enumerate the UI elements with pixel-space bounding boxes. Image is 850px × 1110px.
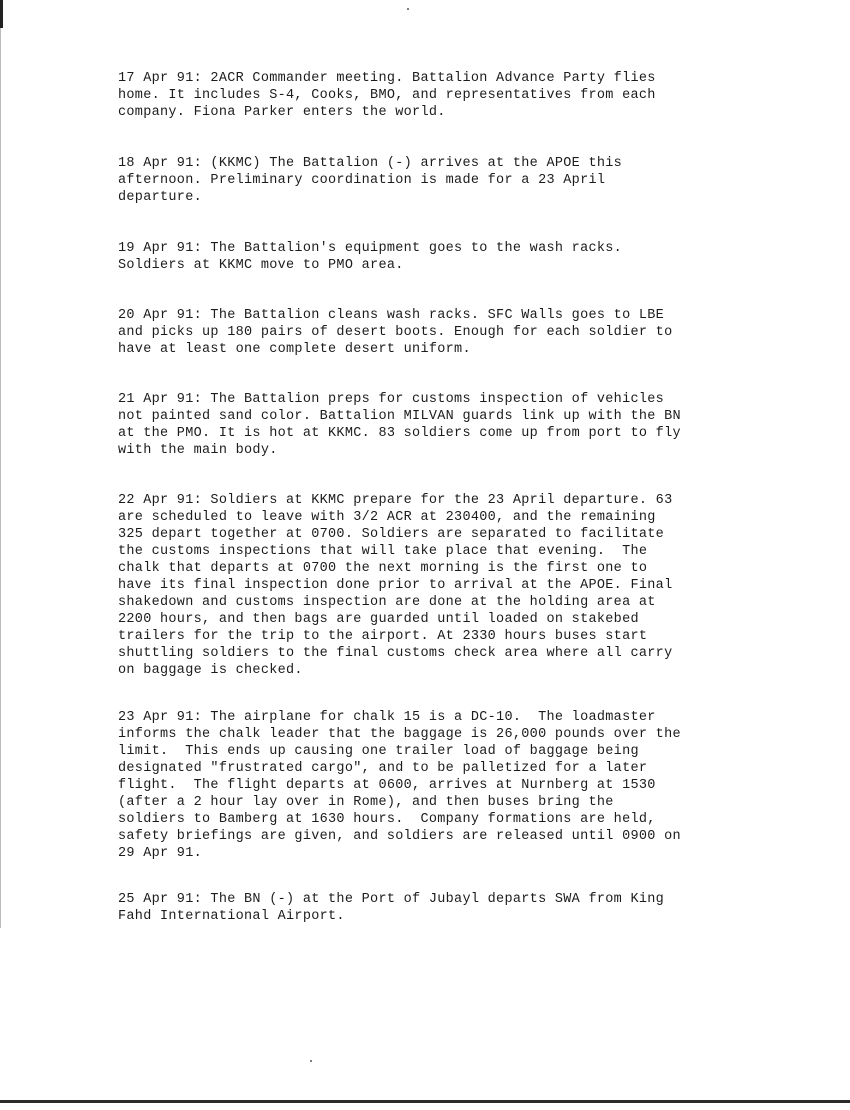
log-entry-21-apr: 21 Apr 91: The Battalion preps for customs inspection of vehicles not painted sand color. Battalion MILVAN guards link up with the BN at the PMO. It is hot at KKMC. 83 soldiers come up from port to fly with the main body. xyxy=(118,392,681,458)
log-entry-20-apr: 20 Apr 91: The Battalion cleans wash racks. SFC Walls goes to LBE and picks up 180 pairs of desert boots. Enough for each soldier to have at least one complete desert uniform. xyxy=(118,308,673,357)
log-entry-22-apr: 22 Apr 91: Soldiers at KKMC prepare for the 23 April departure. 63 are scheduled to leave with 3/2 ACR at 230400, and the remaining 325 depart together at 0700. Soldiers are separated to facilitate the customs inspections that will take place that evening. The chalk that departs at 0700 the next morning is the first one to have its final inspection done prior to arrival at the APOE. Final shakedown and customs inspection are done at the holding area at 2200 hours, and then bags are guarded until loaded on stakebed trailers for the trip to the airport. At 2330 hours buses start shuttling soldiers to the final customs check area where all carry on baggage is checked. xyxy=(118,493,673,678)
log-entry-18-apr: 18 Apr 91: (KKMC) The Battalion (-) arrives at the APOE this afternoon. Preliminary coordination is made for a 23 April departure. xyxy=(118,156,623,205)
log-entry-25-apr: 25 Apr 91: The BN (-) at the Port of Jubayl departs SWA from King Fahd International Airport. xyxy=(118,892,665,924)
scan-bottom-rule xyxy=(0,1100,850,1103)
scan-speck xyxy=(407,8,409,10)
scan-edge-mark xyxy=(0,0,3,28)
log-entry-23-apr: 23 Apr 91: The airplane for chalk 15 is a DC-10. The loadmaster informs the chalk leader that the baggage is 26,000 pounds over the limit. This ends up causing one trailer load of baggage being designated "frustrated cargo", and to be palletized for a later flight. The flight departs at 0600, arrives at Nurnberg at 1530 (after a 2 hour lay over in Rome), and then buses bring the soldiers to Bamberg at 1630 hours. Company formations are held, safety briefings are given, and soldiers are released until 0900 on 29 Apr 91. xyxy=(118,710,681,861)
log-entry-17-apr: 17 Apr 91: 2ACR Commander meeting. Battalion Advance Party flies home. It includes S-4, Cooks, BMO, and representatives from each company. Fiona Parker enters the world. xyxy=(118,71,656,120)
scan-speck xyxy=(310,1060,312,1062)
log-entry-19-apr: 19 Apr 91: The Battalion's equipment goes to the wash racks. Soldiers at KKMC move to PMO area. xyxy=(118,241,623,273)
scan-edge-line xyxy=(0,28,1,928)
